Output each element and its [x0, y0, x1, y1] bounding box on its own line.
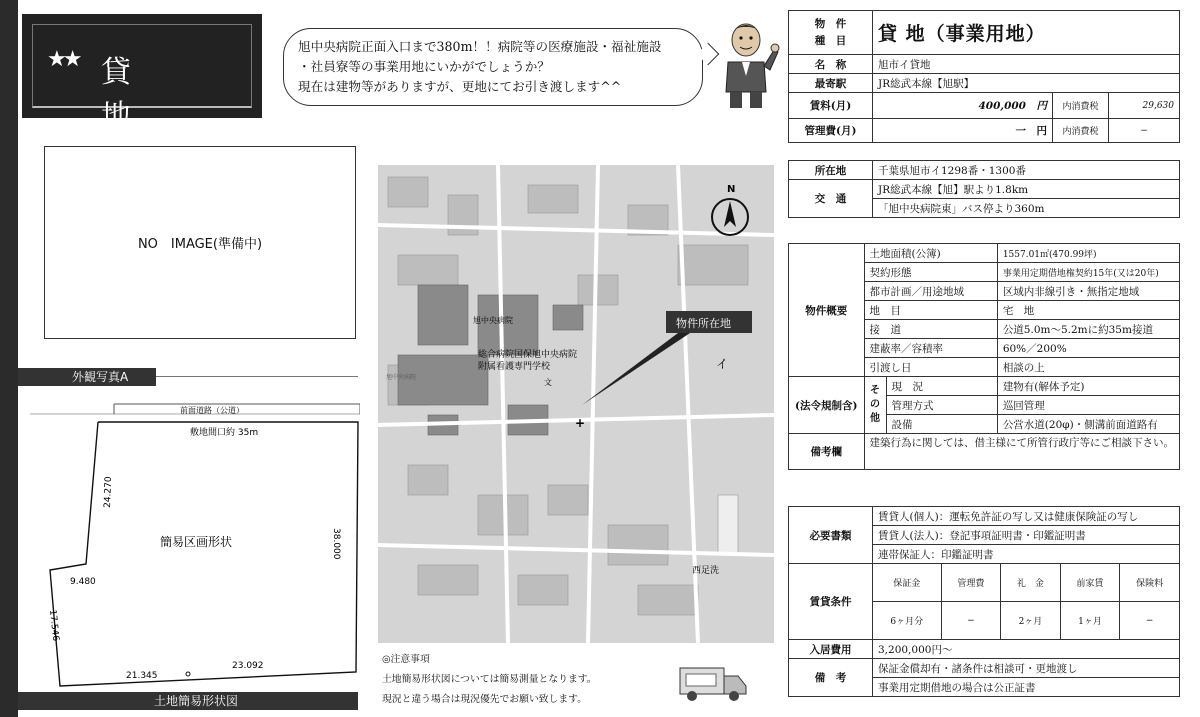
mgmt-value: 一 円: [873, 119, 1053, 143]
remarks-value: 建築行為に関しては、借主様にて所管行政庁等にご相談下さい。: [864, 434, 1180, 470]
type-label: 物 件 種 目: [789, 11, 873, 55]
other-row-label: 設備: [886, 415, 997, 434]
docs-line: 賃貸人(個人)：運転免許証の写し又は健康保険証の写し: [873, 507, 1180, 526]
map-label-area-i: イ: [716, 357, 729, 371]
bubble-line: 旭中央病院正面入口まで380m！！病院等の医療施設・福祉施設: [298, 39, 662, 54]
address-value: 千葉県旭市イ1298番・1300番: [873, 161, 1180, 180]
other-label: その他: [864, 377, 886, 434]
name-label: 名 称: [789, 55, 873, 74]
terms-header: 保証金: [873, 564, 942, 602]
bubble-line: 現在は建物等がありますが、更地にてお引き渡します^^: [298, 79, 622, 94]
overview-row-label: 地 目: [864, 301, 997, 320]
notes-label: 備 考: [789, 659, 873, 697]
overview-row-value: 事業用定期借地権契約15年(又は20年): [997, 263, 1179, 282]
school-mark: 文: [544, 378, 552, 387]
docs-line: 賃貸人(法人)：登記事項証明書・印鑑証明書: [873, 526, 1180, 545]
mgmt-label: 管理費(月): [789, 119, 873, 143]
map-canvas: [378, 165, 774, 643]
remarks-label: 備考欄: [789, 434, 865, 470]
terms-value: 6ヶ月分: [873, 602, 942, 640]
property-marker: +: [575, 416, 586, 430]
map-label-hospital: 旭中央病院: [473, 316, 513, 325]
land-plan-diagram: [20, 398, 360, 692]
other-row-value: 巡回管理: [997, 396, 1179, 415]
overview-row-label: 契約形態: [864, 263, 997, 282]
overview-row-value: 60%／200%: [997, 339, 1179, 358]
dim-left-lower: 17.546: [47, 609, 61, 642]
overview-row-label: 土地面積(公簿): [864, 244, 997, 263]
dim-bottom-left: 21.345: [126, 671, 158, 681]
terms-header: 前家賃: [1060, 564, 1120, 602]
docs-line: 連帯保証人：印鑑証明書: [873, 545, 1180, 564]
plot-outline: [50, 422, 358, 686]
transit-value: 「旭中央病院東」バス停より360m: [873, 199, 1180, 218]
mgmt-tax: −: [1109, 119, 1180, 143]
name-value: 旭市イ貸地: [873, 55, 1180, 74]
overview-row-label: 接 道: [864, 320, 997, 339]
movein-value: 3,200,000円～: [873, 640, 1180, 659]
overview-section-label: 物件概要: [789, 244, 865, 377]
location-table: [788, 160, 1180, 218]
property-callout-label: 物件所在地: [676, 317, 731, 330]
movein-label: 入居費用: [789, 640, 873, 659]
notes-heading: ◎注意事項: [382, 654, 430, 665]
other-row-value: 公営水道(20φ)・側溝前面道路有: [997, 415, 1179, 434]
overview-row-value: 1557.01㎡(470.99坪): [997, 244, 1179, 263]
land-plan-caption: 土地簡易形状図: [18, 692, 358, 710]
overview-row-label: 引渡し日: [864, 358, 997, 377]
dim-step: 9.480: [70, 577, 96, 587]
type-value: 貸 地（事業用地）: [873, 11, 1180, 55]
other-row-value: 建物有(解体予定): [997, 377, 1179, 396]
terms-header: 保険料: [1120, 564, 1180, 602]
mgmt-tax-label: 内消費税: [1053, 119, 1109, 143]
terms-value: 1ヶ月: [1060, 602, 1120, 640]
map-label-small-hospital: 旭中央病院: [386, 374, 417, 381]
notes-line: 土地簡易形状図については簡易測量となります。: [382, 674, 597, 685]
station-value: JR総武本線【旭駅】: [873, 74, 1180, 93]
bubble-line: ・社員寮等の事業用地にいかがでしょうか？: [298, 59, 550, 74]
left-side-bar: [0, 0, 18, 717]
transit-label: 交 通: [789, 180, 873, 218]
salesman-mascot-icon: [718, 18, 780, 110]
rent-value: 400,000 円: [873, 93, 1053, 119]
photo-placeholder: [44, 146, 356, 339]
north-label: N: [727, 184, 736, 195]
address-label: 所在地: [789, 161, 873, 180]
transit-value: JR総武本線【旭】駅より1.8km: [873, 180, 1180, 199]
terms-label: 賃貸条件: [789, 564, 873, 640]
area-map: [378, 165, 774, 643]
frontage-label: 敷地間口約 35m: [190, 428, 259, 438]
terms-value: 2ヶ月: [1001, 602, 1061, 640]
terms-value: −: [941, 602, 1001, 640]
summary-table: [788, 10, 1180, 143]
photo-placeholder-text: NO IMAGE(準備中): [137, 237, 263, 252]
delivery-truck-icon: [678, 660, 750, 704]
dim-right: 38.000: [331, 528, 341, 560]
title-banner: [22, 14, 262, 134]
dim-left-upper: 24.270: [103, 476, 115, 509]
overview-table: [788, 243, 1180, 470]
legal-label: (法令規制含): [789, 377, 865, 434]
station-label: 最寄駅: [789, 74, 873, 93]
overview-row-label: 都市計画／用途地域: [864, 282, 997, 301]
boundary-marker: [186, 672, 190, 676]
title-frame: [32, 24, 252, 134]
overview-row-value: 区域内非線引き・無指定地域: [997, 282, 1179, 301]
rent-label: 賃料(月): [789, 93, 873, 119]
notes-value: 事業用定期借地の場合は公正証書: [873, 678, 1180, 697]
terms-table: [788, 506, 1180, 697]
dim-bottom-right: 23.092: [232, 661, 264, 671]
terms-value: −: [1120, 602, 1180, 640]
terms-header: 管理費: [941, 564, 1001, 602]
other-row-label: 管理方式: [886, 396, 997, 415]
rent-tax: 29,630: [1109, 93, 1180, 119]
rent-tax-label: 内消費税: [1053, 93, 1109, 119]
plan-center-label: 簡易区画形状: [160, 535, 233, 549]
notes-value: 保証金償却有・諸条件は相談可・更地渡し: [873, 659, 1180, 678]
divider: [156, 376, 358, 377]
map-label-hospital-full: 総合病院国保旭中央病院: [478, 350, 578, 360]
terms-header: 礼 金: [1001, 564, 1061, 602]
photo-caption: 外観写真A: [18, 368, 156, 386]
star-icon: ★★: [47, 47, 79, 72]
notes: [382, 650, 597, 710]
page-title: 貸 地: [101, 55, 229, 134]
speech-bubble: [283, 28, 703, 106]
overview-row-value: 宅 地: [997, 301, 1179, 320]
map-label-school: 附属看護専門学校: [478, 362, 551, 372]
docs-label: 必要書類: [789, 507, 873, 564]
overview-row-label: 建蔽率／容積率: [864, 339, 997, 358]
other-row-label: 現 況: [886, 377, 997, 396]
map-label-area-west: 西足洗: [692, 566, 720, 576]
overview-row-value: 公道5.0m～5.2mに約35m接道: [997, 320, 1179, 339]
overview-row-value: 相談の上: [997, 358, 1179, 377]
notes-line: 現況と違う場合は現況優先でお願い致します。: [382, 694, 587, 705]
road-label: 前面道路（公道）: [180, 406, 244, 415]
